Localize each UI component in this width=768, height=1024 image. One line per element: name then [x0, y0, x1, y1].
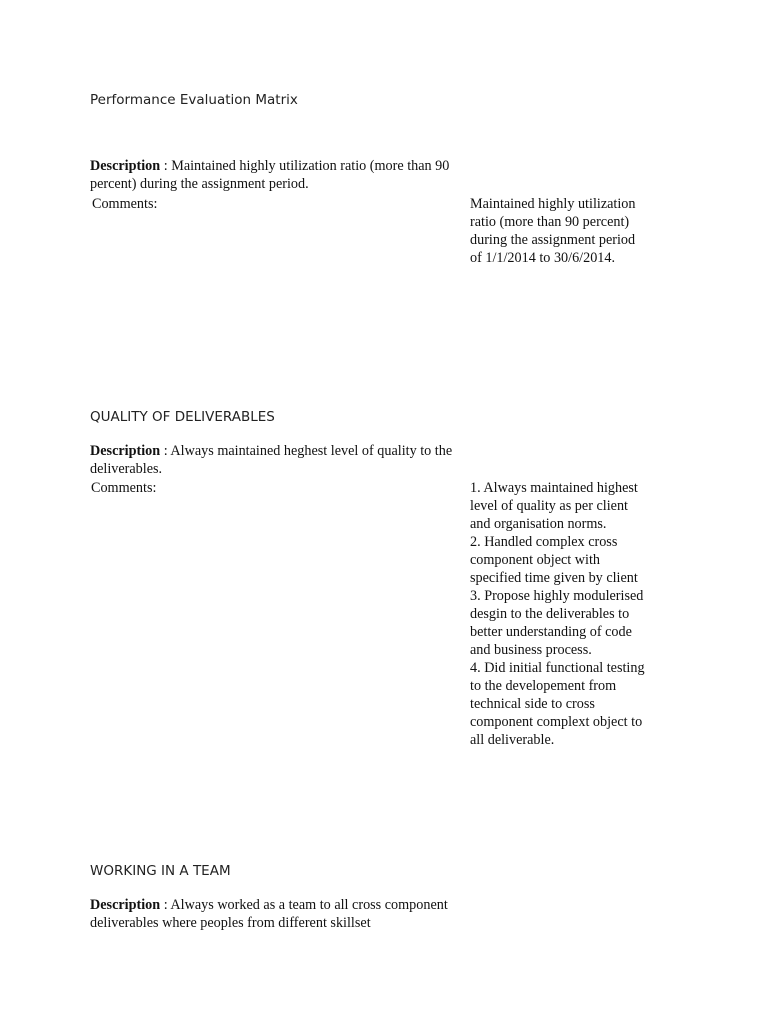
comment-item: Maintained highly utilization ratio (more than 90 percent) during the assignment period of 1/1/2014 to 30/6/2014.	[470, 196, 636, 266]
section-1-description	[90, 157, 465, 193]
section-3-heading: WORKING IN A TEAM	[90, 863, 231, 879]
section-2-comments	[470, 479, 650, 749]
description-text: Always worked as a team to all cross component deliverables where peoples from different skillset	[90, 897, 448, 931]
description-separator: :	[160, 897, 171, 913]
comment-item: 2. Handled complex cross component object with specified time given by client	[470, 534, 638, 586]
description-label: Description	[90, 897, 161, 913]
description-separator: :	[160, 158, 172, 174]
comment-item: 4. Did initial functional testing to the developement from technical side to cross component complext object to all deliverable.	[470, 660, 645, 748]
comment-item: 1. Always maintained highest level of quality as per client and organisation norms.	[470, 480, 638, 532]
description-text: Always maintained heghest level of quality to the deliverables.	[90, 443, 453, 477]
section-1-comments-label: Comments:	[92, 196, 158, 212]
section-2-heading: QUALITY OF DELIVERABLES	[90, 409, 275, 425]
section-2-description	[90, 442, 465, 478]
section-3-description	[90, 896, 470, 932]
description-text: Maintained highly utilization ratio (more than 90 percent) during the assignment period.	[90, 158, 450, 192]
page-title: Performance Evaluation Matrix	[90, 92, 298, 108]
description-separator: :	[160, 443, 171, 459]
section-1-comments	[470, 195, 650, 267]
section-2-comments-label: Comments:	[91, 480, 157, 496]
description-label: Description	[90, 158, 161, 174]
description-label: Description	[90, 443, 161, 459]
comment-item: 3. Propose highly modulerised desgin to the deliverables to better understanding of code and business process.	[470, 588, 644, 658]
